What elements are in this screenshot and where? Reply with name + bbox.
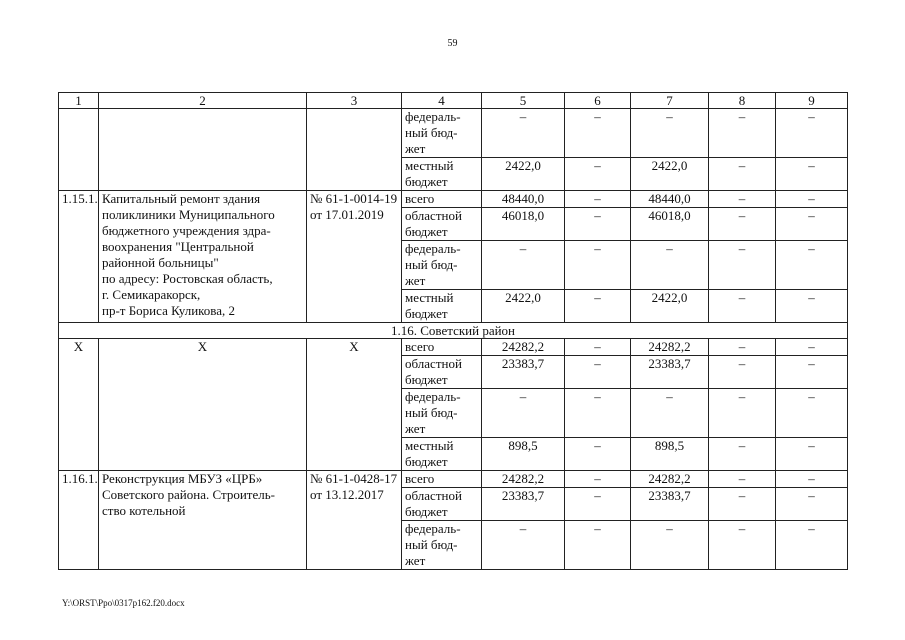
cell-line: бюджет <box>405 224 448 239</box>
value-cell-col-8: – <box>709 208 776 241</box>
funding-source-cell <box>402 438 482 471</box>
value-cell-col-5: 46018,0 <box>482 208 565 241</box>
cell-line: районной больницы" <box>102 255 219 270</box>
cell-line: федераль- <box>405 241 461 256</box>
value-cell-col-8: – <box>709 488 776 521</box>
cell-line: местный <box>405 438 454 453</box>
value-cell-col-8: – <box>709 521 776 570</box>
cell-line: всего <box>405 339 435 354</box>
footer-file-path: Y:\ORST\Ppo\0317p162.f20.docx <box>62 598 185 608</box>
value-cell-col-5: 2422,0 <box>482 290 565 323</box>
value-cell-col-6: – <box>565 208 631 241</box>
value-cell-col-7: – <box>631 241 709 290</box>
value-cell-col-5: – <box>482 109 565 158</box>
cell-line: жет <box>405 273 426 288</box>
column-number-4: 4 <box>402 93 482 109</box>
cell-line: пр-т Бориса Куликова, 2 <box>102 303 236 318</box>
column-number-3: 3 <box>307 93 402 109</box>
value-cell-col-6: – <box>565 438 631 471</box>
value-cell-col-6: – <box>565 241 631 290</box>
continued-name-cell <box>99 109 307 191</box>
value-cell-col-6: – <box>565 191 631 208</box>
value-cell-col-9: – <box>776 191 848 208</box>
value-cell-col-8: – <box>709 290 776 323</box>
funding-source-cell <box>402 109 482 158</box>
value-cell-col-8: – <box>709 356 776 389</box>
cell-line: бюджет <box>405 454 448 469</box>
section-row <box>59 323 848 339</box>
column-number-row <box>59 93 848 109</box>
value-cell-col-7: – <box>631 521 709 570</box>
value-cell-col-6: – <box>565 356 631 389</box>
value-cell-col-9: – <box>776 339 848 356</box>
section-title: 1.16. Советский район <box>59 323 848 339</box>
value-cell-col-7: 46018,0 <box>631 208 709 241</box>
value-cell-col-7: 23383,7 <box>631 356 709 389</box>
funding-source-cell <box>402 290 482 323</box>
value-cell-col-6: – <box>565 488 631 521</box>
cell-line: всего <box>405 471 435 486</box>
value-cell-col-9: – <box>776 471 848 488</box>
cell-line: № 61-1-0428-17 <box>310 471 398 486</box>
value-cell-col-9: – <box>776 438 848 471</box>
value-cell-col-6: – <box>565 339 631 356</box>
value-cell-col-7: 898,5 <box>631 438 709 471</box>
cell-line: федераль- <box>405 389 461 404</box>
value-cell-col-7: 23383,7 <box>631 488 709 521</box>
item-number: 1.15.1. <box>59 191 99 323</box>
value-cell-col-5: 23383,7 <box>482 488 565 521</box>
value-cell-col-6: – <box>565 471 631 488</box>
value-cell-col-5: – <box>482 241 565 290</box>
permit-document <box>307 191 402 323</box>
cell-line: областной <box>405 356 462 371</box>
value-cell-col-6: – <box>565 109 631 158</box>
value-cell-col-7: 2422,0 <box>631 158 709 191</box>
value-cell-col-8: – <box>709 438 776 471</box>
value-cell-col-5: 48440,0 <box>482 191 565 208</box>
value-cell-col-9: – <box>776 241 848 290</box>
value-cell-col-7: 24282,2 <box>631 471 709 488</box>
cell-line: Капитальный ремонт здания <box>102 191 261 206</box>
cell-line: жет <box>405 141 426 156</box>
item-number: 1.16.1. <box>59 471 99 570</box>
value-cell-col-5: 898,5 <box>482 438 565 471</box>
value-cell-col-5: – <box>482 521 565 570</box>
value-cell-col-7: 24282,2 <box>631 339 709 356</box>
funding-source-cell <box>402 241 482 290</box>
cell-line: всего <box>405 191 435 206</box>
value-cell-col-9: – <box>776 356 848 389</box>
value-cell-col-6: – <box>565 389 631 438</box>
permit-document <box>307 471 402 570</box>
table-row <box>59 191 848 208</box>
cell-line: бюджет <box>405 372 448 387</box>
item-name <box>99 471 307 570</box>
cell-line: X <box>197 339 208 354</box>
cell-line: бюджет <box>405 306 448 321</box>
column-number-8: 8 <box>709 93 776 109</box>
cell-line: от 13.12.2017 <box>310 487 384 502</box>
cell-line: воохранения "Центральной <box>102 239 254 254</box>
value-cell-col-8: – <box>709 389 776 438</box>
page-number: 59 <box>447 38 458 49</box>
cell-line: поликлиники Муниципального <box>102 207 275 222</box>
value-cell-col-8: – <box>709 109 776 158</box>
value-cell-col-9: – <box>776 208 848 241</box>
cell-line: Реконструкция МБУЗ «ЦРБ» <box>102 471 263 486</box>
cell-line: областной <box>405 488 462 503</box>
column-number-7: 7 <box>631 93 709 109</box>
continued-num-cell <box>59 109 99 191</box>
funding-source-cell <box>402 389 482 438</box>
cell-line: ство котельной <box>102 503 186 518</box>
funding-source-cell <box>402 356 482 389</box>
value-cell-col-9: – <box>776 109 848 158</box>
funding-source-cell <box>402 158 482 191</box>
table-row <box>59 471 848 488</box>
column-number-6: 6 <box>565 93 631 109</box>
financing-table <box>58 92 848 570</box>
value-cell-col-7: 48440,0 <box>631 191 709 208</box>
cell-line: ный бюд- <box>405 125 458 140</box>
cell-line: федераль- <box>405 109 461 124</box>
item-name <box>99 339 307 471</box>
column-number-9: 9 <box>776 93 848 109</box>
value-cell-col-6: – <box>565 290 631 323</box>
value-cell-col-6: – <box>565 158 631 191</box>
value-cell-col-7: – <box>631 109 709 158</box>
cell-line: по адресу: Ростовская область, <box>102 271 273 286</box>
value-cell-col-6: – <box>565 521 631 570</box>
item-number: X <box>59 339 99 471</box>
funding-source-cell <box>402 488 482 521</box>
funding-source-cell <box>402 521 482 570</box>
table-row <box>59 339 848 356</box>
cell-line: местный <box>405 290 454 305</box>
cell-line: № 61-1-0014-19 <box>310 191 398 206</box>
value-cell-col-8: – <box>709 241 776 290</box>
value-cell-col-5: 2422,0 <box>482 158 565 191</box>
cell-line: ный бюд- <box>405 257 458 272</box>
cell-line: X <box>349 339 359 354</box>
cell-line: федераль- <box>405 521 461 536</box>
permit-document <box>307 339 402 471</box>
value-cell-col-8: – <box>709 339 776 356</box>
value-cell-col-5: 24282,2 <box>482 471 565 488</box>
cell-line: жет <box>405 421 426 436</box>
cell-line: бюджет <box>405 174 448 189</box>
value-cell-col-5: – <box>482 389 565 438</box>
cell-line: областной <box>405 208 462 223</box>
funding-source-cell <box>402 191 482 208</box>
cell-line: Советского района. Строитель- <box>102 487 275 502</box>
cell-line: жет <box>405 553 426 568</box>
funding-source-cell <box>402 339 482 356</box>
column-number-2: 2 <box>99 93 307 109</box>
value-cell-col-7: – <box>631 389 709 438</box>
cell-line: бюджетного учреждения здра- <box>102 223 271 238</box>
value-cell-col-9: – <box>776 488 848 521</box>
value-cell-col-9: – <box>776 389 848 438</box>
continued-doc-cell <box>307 109 402 191</box>
table-row <box>59 109 848 158</box>
cell-line: бюджет <box>405 504 448 519</box>
item-name <box>99 191 307 323</box>
value-cell-col-5: 23383,7 <box>482 356 565 389</box>
value-cell-col-7: 2422,0 <box>631 290 709 323</box>
value-cell-col-9: – <box>776 521 848 570</box>
cell-line: ный бюд- <box>405 405 458 420</box>
value-cell-col-9: – <box>776 158 848 191</box>
funding-source-cell <box>402 471 482 488</box>
value-cell-col-8: – <box>709 191 776 208</box>
column-number-5: 5 <box>482 93 565 109</box>
funding-source-cell <box>402 208 482 241</box>
cell-line: г. Семикаракорск, <box>102 287 201 302</box>
column-number-1: 1 <box>59 93 99 109</box>
value-cell-col-9: – <box>776 290 848 323</box>
cell-line: местный <box>405 158 454 173</box>
cell-line: ный бюд- <box>405 537 458 552</box>
value-cell-col-8: – <box>709 471 776 488</box>
value-cell-col-5: 24282,2 <box>482 339 565 356</box>
cell-line: от 17.01.2019 <box>310 207 384 222</box>
value-cell-col-8: – <box>709 158 776 191</box>
